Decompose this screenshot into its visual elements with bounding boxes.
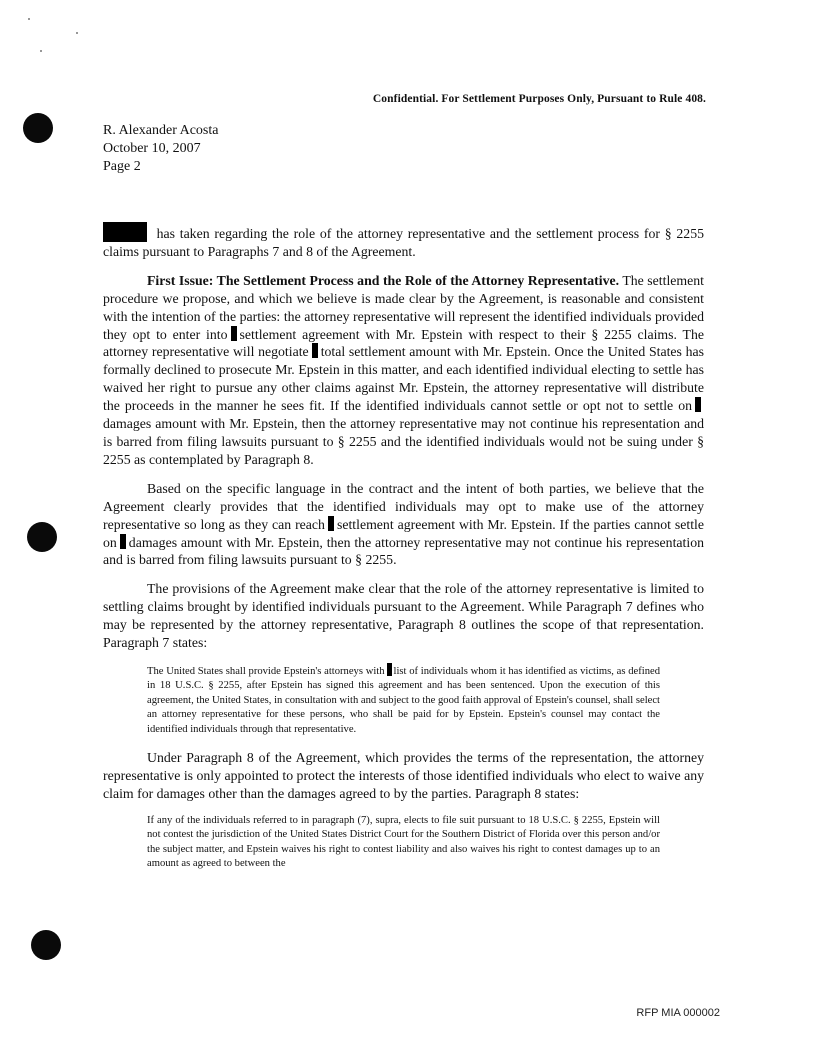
redaction-block [231,326,237,341]
binder-hole-middle [27,522,57,552]
paragraph-contract-language: Based on the specific language in the contract and the intent of both parties, we believe that the Agreement clearly provides that the identified individuals may opt to make use of the attorney representative so long as they can reach settlement agreement with Mr. Epstein. If the parties cannot settle on damages amount with Mr. Epstein, then the attorney representative may not continue his representation and is barred from filing lawsuits pursuant to § 2255. [103,480,705,568]
scan-speck [40,50,42,52]
letter-date: October 10, 2007 [103,141,201,156]
binder-hole-top [23,113,53,143]
paragraph-provisions: The provisions of the Agreement make clear that the role of the attorney representative is limited to settling claims brought by identified individuals pursuant to the Agreement. While Paragraph 7 defines who may be represented by the attorney representative, Paragraph 8 outlines the scope of that representation. Paragraph 7 states: [103,581,704,651]
redaction-block [328,516,334,531]
redaction-block [103,222,147,242]
scan-speck [28,18,30,20]
scan-speck [76,32,78,34]
redaction-block [120,534,126,549]
redaction-block [387,663,392,676]
letter-body [103,222,704,883]
confidential-notice: Confidential. For Settlement Purposes Only, Pursuant to Rule 408. [372,93,706,105]
paragraph-intro: has taken regarding the role of the attorney representative and the settlement process for § 2255 claims pursuant to Paragraphs 7 and 8 of the Agreement. [103,222,704,261]
page-number: Page 2 [103,159,141,174]
quote-paragraph-8: If any of the individuals referred to in paragraph (7), supra, elects to file suit pursuant to 18 U.S.C. § 2255, Epstein will not contest the jurisdiction of the United States District Court for the Southern District of Florida over this person and/or the subject matter, and Epstein waives his right to contest liability and also waives his right to contest damages up to an amount as agreed to between the [147,814,660,869]
redaction-block [312,343,318,358]
paragraph-paragraph-8: Under Paragraph 8 of the Agreement, which provides the terms of the representation, the attorney representative is only appointed to protect the interests of those identified individuals who elect to waive any claim for damages other than the damages agreed to by the parties. Paragraph 8 states: [103,749,704,801]
redaction-block [695,397,701,412]
quote-paragraph-7: The United States shall provide Epstein's attorneys with list of individuals whom it has identified as victims, as defined in 18 U.S.C. § 2255, after Epstein has signed this agreement and has been sentenced. Upon the execution of this agreement, the United States, in consultation with and subject to the good faith approval of Epstein's counsel, shall select an attorney representative for these persons, who shall be paid for by Epstein. Epstein's counsel may contact the identified individuals through that representative. [147,663,660,737]
recipient-name: R. Alexander Acosta [103,123,219,138]
binder-hole-bottom [31,930,61,960]
bates-stamp: RFP MIA 000002 [636,1007,720,1019]
paragraph-first-issue: First Issue: The Settlement Process and the Role of the Attorney Representative. The settlement procedure we propose, and which we believe is made clear by the Agreement, is reasonable and consistent with the intention of the parties: the attorney representative will represent the identified individuals provided they opt to enter into settlement agreement with Mr. Epstein with respect to their § 2255 claims. The attorney representative will negotiate total settlement amount with Mr. Epstein. Once the United States has formally declined to prosecute Mr. Epstein in this matter, and each identified individual electing to settle has waived her right to pursue any other claims against Mr. Epstein, the attorney representative will distribute the proceeds in the manner he sees fit. If the identified individuals cannot settle or opt not to settle ondamages amount with Mr. Epstein, then the attorney representative may not continue his representation and is barred from filing lawsuits pursuant to § 2255 and the identified individuals would not be suing under § 2255 as contemplated by Paragraph 8. [103,272,705,467]
section-heading: First Issue: The Settlement Process and the Role of the Attorney Representative. [147,272,620,288]
address-block [103,122,218,176]
